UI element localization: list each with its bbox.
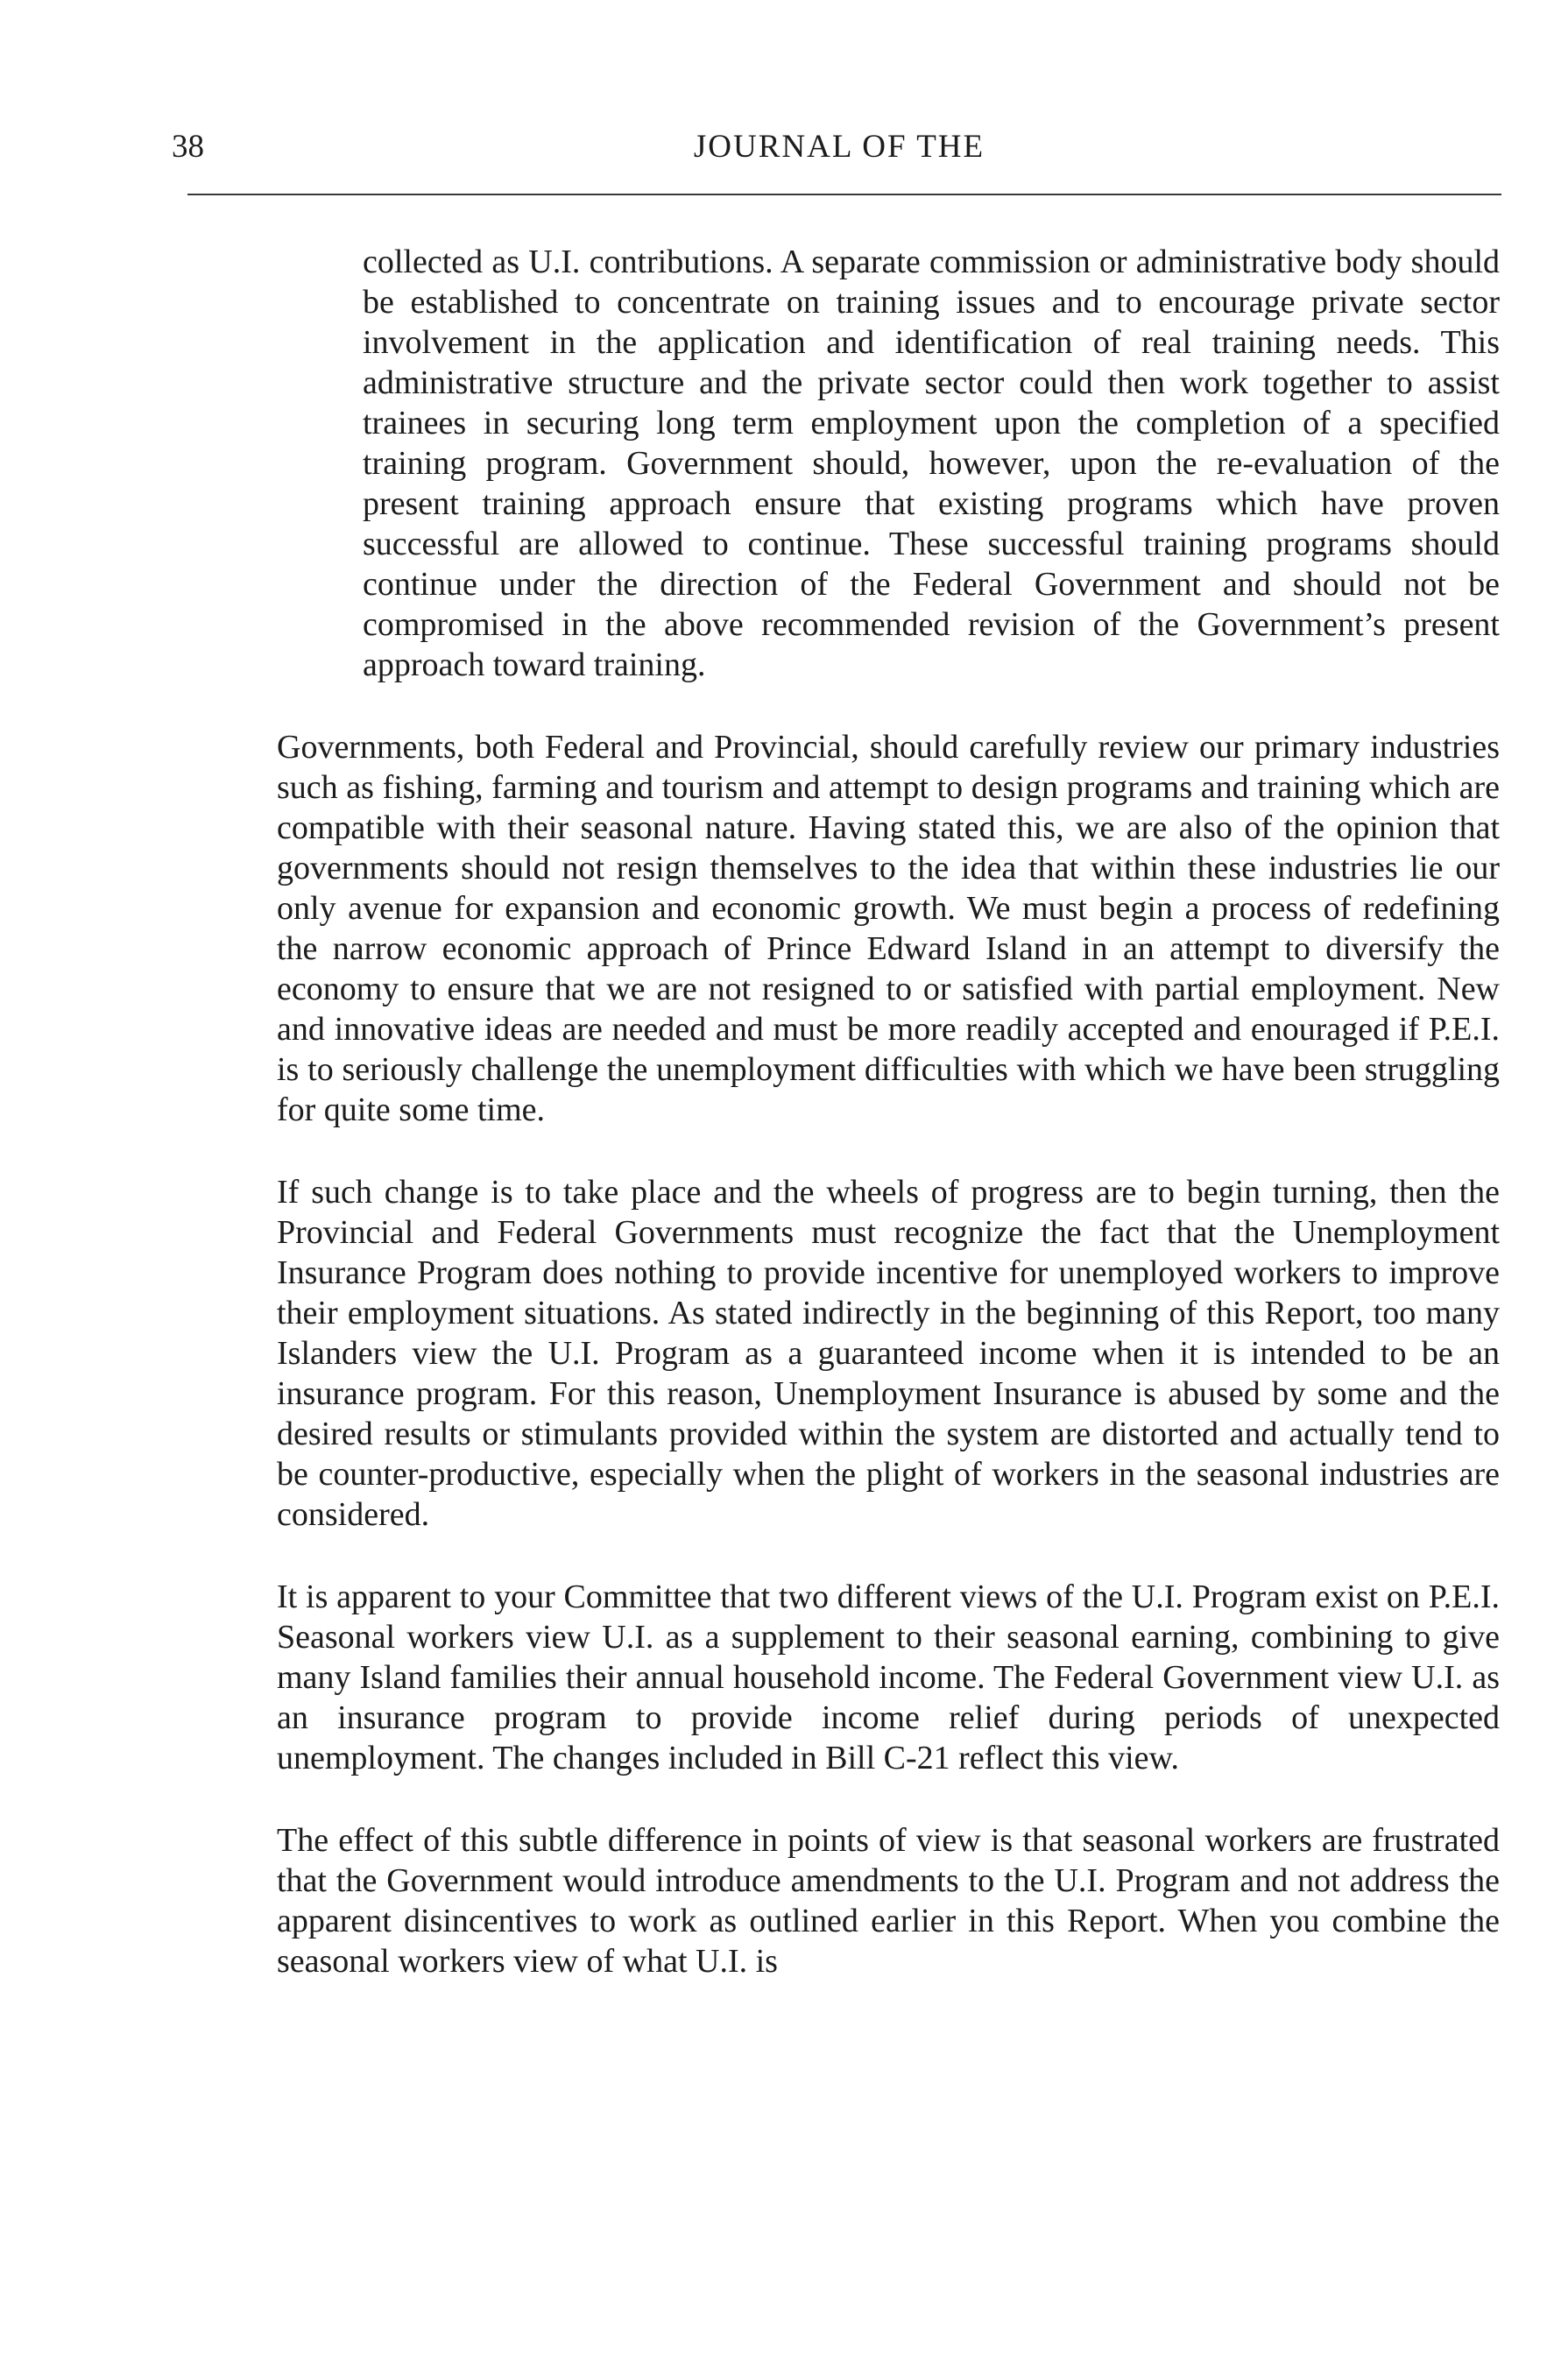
running-head: JOURNAL OF THE <box>693 129 985 165</box>
page-number: 38 <box>172 129 204 165</box>
paragraph: If such change is to take place and the wheels of progress are to begin turning, then the Provincial and Federal Governments must recognize the fact that the Unemployment Insurance Program does nothing to provide incentive for unemployed workers to improve their employment situations. As stated indirectly in the beginning of this Report, too many Islanders view the U.I. Program as a guaranteed income when it is intended to be an insurance program. For this reason, Unemployment Insurance is abused by some and the desired results or stimulants provided within the system are distorted and actually tend to be counter-productive, especially when the plight of workers in the seasonal industries are considered. <box>277 1174 1500 1533</box>
paragraph: Governments, both Federal and Provincial, should carefully review our primary industries such as fishing, farming and tourism and attempt to design programs and training which are compatible with their seasonal nature. Having stated this, we are also of the opinion that governments should not resign themselves to the idea that within these industries lie our only avenue for expansion and economic growth. We must begin a process of redefining the narrow economic approach of Prince Edward Island in an attempt to diversify the economy to ensure that we are not resigned to or satisfied with partial employment. New and innovative ideas are needed and must be more readily accepted and enouraged if P.E.I. is to seriously challenge the unemployment difficulties with which we have been struggling for quite some time. <box>277 729 1500 1128</box>
page-header <box>172 121 1507 173</box>
paragraph-continuation: collected as U.I. contributions. A separate commission or administrative body should be established to concentrate on training issues and to encourage private sector involvement in the application and identification of real training needs. This administrative structure and the private sector could then work together to assist trainees in securing long term employment upon the completion of a specified training program. Government should, however, upon the re-evaluation of the present training approach ensure that existing programs which have proven successful are allowed to continue. These successful training programs should continue under the direction of the Federal Government and should not be compromised in the above recommended revision of the Government’s present approach toward training. <box>363 244 1500 683</box>
body-text <box>277 242 1500 1981</box>
paragraph: It is apparent to your Committee that two different views of the U.I. Program exist on P.E.I. Seasonal workers view U.I. as a supplement to their seasonal earning, combining to give many Island families their annual household income. The Federal Government view U.I. as an insurance program to provide income relief during periods of unexpected unemployment. The changes included in Bill C-21 reflect this view. <box>277 1578 1500 1776</box>
paragraph: The effect of this subtle difference in points of view is that seasonal workers are frustrated that the Government would introduce amendments to the U.I. Program and not address the apparent disincentives to work as outlined earlier in this Report. When you combine the seasonal workers view of what U.I. is <box>277 1822 1500 1980</box>
header-rule <box>187 194 1501 195</box>
